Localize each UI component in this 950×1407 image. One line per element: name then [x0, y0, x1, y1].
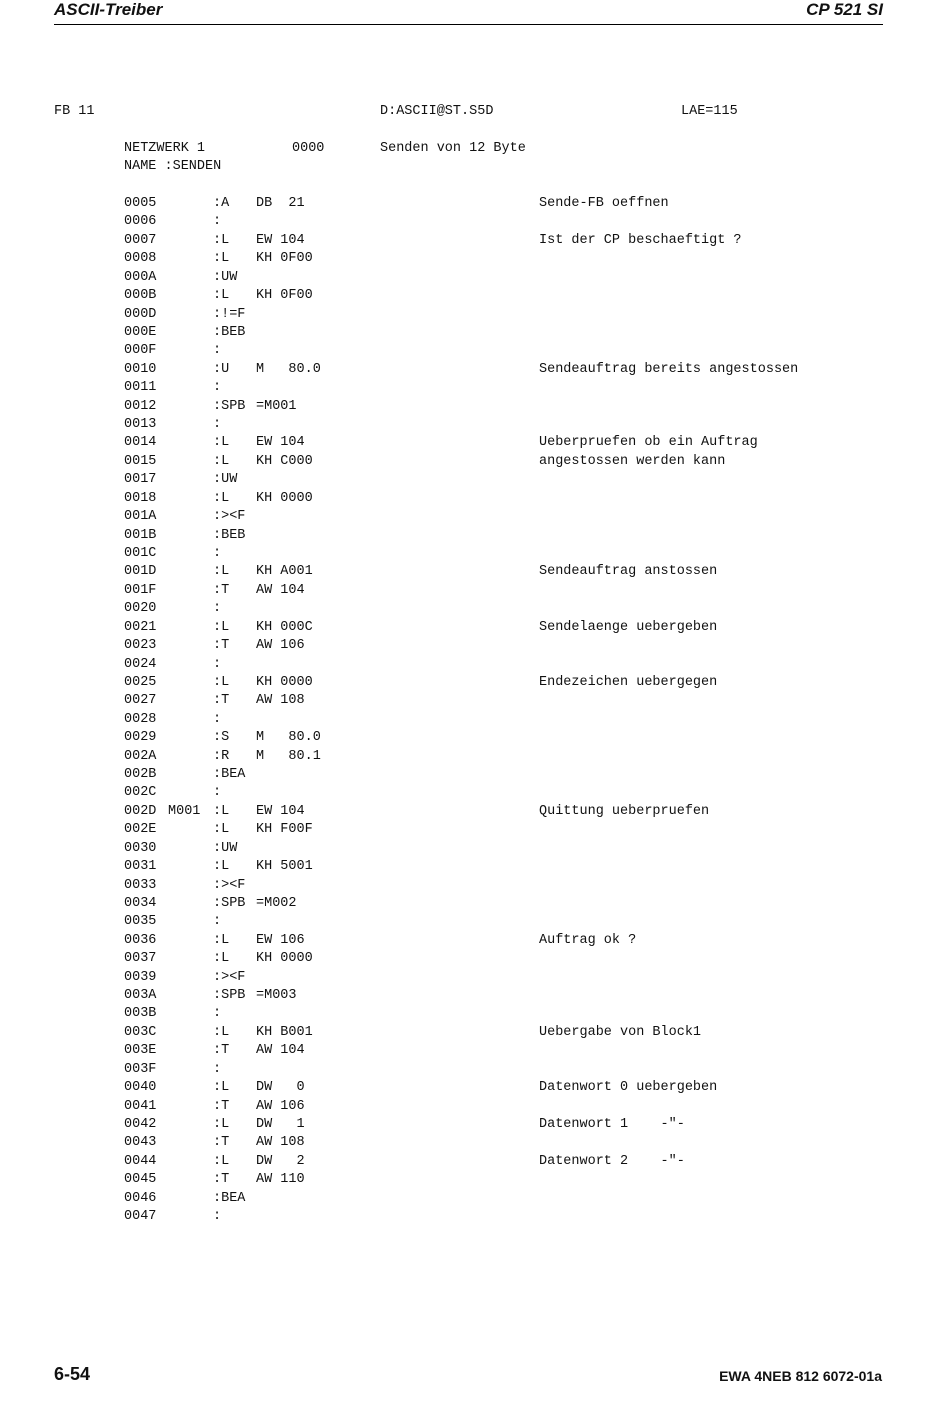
code-address: 001B — [124, 527, 157, 543]
code-operation: :BEB — [213, 324, 246, 340]
code-address: 0029 — [124, 730, 157, 746]
network-name: NAME :SENDEN — [124, 159, 222, 174]
code-line — [0, 693, 950, 711]
code-address: 0007 — [124, 232, 157, 248]
code-operation: : — [213, 214, 222, 230]
code-line — [0, 564, 950, 582]
code-operation: :><F — [213, 969, 246, 985]
code-operation: : — [213, 417, 222, 433]
network-address: 0000 — [292, 141, 325, 156]
code-address: 001F — [124, 582, 157, 598]
code-comment: Sendeauftrag bereits angestossen — [539, 361, 799, 377]
code-operand: AW 104 — [256, 1043, 305, 1059]
code-operation: :SPB — [213, 988, 246, 1004]
code-comment: Auftrag ok ? — [539, 932, 637, 948]
code-operand: DW 1 — [256, 1117, 305, 1132]
code-line — [0, 546, 950, 564]
code-line — [0, 343, 950, 361]
code-address: 0046 — [124, 1190, 157, 1206]
code-line — [0, 417, 950, 435]
code-operand: DB 21 — [256, 196, 305, 211]
code-operand: KH 0F00 — [256, 251, 313, 267]
code-line — [0, 1062, 950, 1080]
code-line — [0, 491, 950, 509]
code-line — [0, 1172, 950, 1190]
code-address: 000B — [124, 288, 157, 304]
code-operation: :><F — [213, 509, 246, 525]
code-operation: : — [213, 711, 222, 727]
code-operand: EW 104 — [256, 803, 305, 819]
code-line — [0, 804, 950, 822]
code-comment: angestossen werden kann — [539, 453, 726, 469]
code-address: 0034 — [124, 895, 157, 911]
code-operand: AW 104 — [256, 582, 305, 598]
code-operand: DW 0 — [256, 1080, 305, 1096]
code-comment: Sendelaenge uebergeben — [539, 619, 718, 635]
code-address: 0044 — [124, 1153, 157, 1169]
code-address: 001A — [124, 509, 157, 525]
code-operation: :L — [213, 674, 230, 690]
page-header — [54, 0, 883, 25]
code-label: M001 — [168, 803, 201, 819]
code-line — [0, 270, 950, 288]
code-operation: :L — [213, 564, 230, 580]
code-line — [0, 1006, 950, 1024]
code-address: 0033 — [124, 877, 157, 893]
code-operation: :L — [213, 288, 230, 304]
network-name-row — [0, 159, 950, 177]
code-line — [0, 307, 950, 325]
code-address: 0012 — [124, 398, 157, 414]
code-operation: :T — [213, 1172, 230, 1188]
code-line — [0, 1209, 950, 1227]
code-line — [0, 399, 950, 417]
code-operand: KH 0F00 — [256, 288, 313, 304]
code-operation: :T — [213, 693, 230, 709]
code-address: 0013 — [124, 417, 157, 433]
code-address: 0015 — [124, 453, 157, 469]
code-address: 0041 — [124, 1098, 157, 1114]
code-address: 0042 — [124, 1117, 157, 1132]
code-operation: :L — [213, 1153, 230, 1169]
code-address: 0037 — [124, 951, 157, 967]
code-operation: : — [213, 601, 222, 617]
code-line — [0, 1025, 950, 1043]
code-address: 0020 — [124, 601, 157, 617]
code-address: 000F — [124, 343, 157, 359]
code-operand: M 80.0 — [256, 730, 321, 746]
code-operation: :L — [213, 232, 230, 248]
code-address: 0027 — [124, 693, 157, 709]
code-address: 000D — [124, 306, 157, 322]
code-operation: :T — [213, 582, 230, 598]
code-line — [0, 528, 950, 546]
code-address: 002A — [124, 748, 157, 764]
code-address: 000E — [124, 324, 157, 340]
code-address: 0017 — [124, 472, 157, 488]
header-product: CP 521 SI — [802, 0, 883, 20]
code-operation: : — [213, 1061, 222, 1077]
code-operation: :><F — [213, 877, 246, 893]
code-operation: :L — [213, 951, 230, 967]
code-line — [0, 583, 950, 601]
code-operand: EW 104 — [256, 435, 305, 451]
code-operand: AW 106 — [256, 638, 305, 654]
code-operation: :UW — [213, 472, 238, 488]
code-operation: :T — [213, 1098, 230, 1114]
code-comment: Ueberpruefen ob ein Auftrag — [539, 435, 758, 451]
code-operand: KH 5001 — [256, 859, 313, 875]
code-address: 003E — [124, 1043, 157, 1059]
code-comment: Datenwort 2 -"- — [539, 1153, 685, 1169]
code-line — [0, 859, 950, 877]
code-comment: Datenwort 1 -"- — [539, 1117, 685, 1132]
code-address: 0035 — [124, 914, 157, 930]
code-operation: : — [213, 1209, 222, 1225]
code-operation: :SPB — [213, 398, 246, 414]
code-operation: :L — [213, 859, 230, 875]
code-line — [0, 214, 950, 232]
code-operation: : — [213, 914, 222, 930]
code-operand: =M003 — [256, 988, 297, 1004]
code-line — [0, 325, 950, 343]
code-operation: :L — [213, 803, 230, 819]
code-line — [0, 1099, 950, 1117]
code-line — [0, 657, 950, 675]
code-line — [0, 251, 950, 269]
code-comment: Endezeichen uebergegen — [539, 674, 718, 690]
code-operand: M 80.1 — [256, 748, 321, 764]
code-address: 0043 — [124, 1135, 157, 1151]
code-address: 003B — [124, 1006, 157, 1022]
code-address: 0006 — [124, 214, 157, 230]
code-line — [0, 822, 950, 840]
code-address: 0047 — [124, 1209, 157, 1225]
code-address: 003F — [124, 1061, 157, 1077]
code-operation: :S — [213, 730, 230, 746]
code-address: 0040 — [124, 1080, 157, 1096]
code-address: 0023 — [124, 638, 157, 654]
code-address: 001C — [124, 545, 157, 561]
code-line — [0, 233, 950, 251]
code-address: 0014 — [124, 435, 157, 451]
code-address: 0028 — [124, 711, 157, 727]
code-line — [0, 1043, 950, 1061]
code-line — [0, 712, 950, 730]
code-operand: EW 106 — [256, 932, 305, 948]
code-operation: :BEA — [213, 767, 246, 783]
header-title: ASCII-Treiber — [54, 0, 166, 20]
code-address: 0008 — [124, 251, 157, 267]
code-line — [0, 988, 950, 1006]
code-line — [0, 730, 950, 748]
code-line — [0, 767, 950, 785]
code-line — [0, 1080, 950, 1098]
code-address: 0030 — [124, 840, 157, 856]
code-comment: Quittung ueberpruefen — [539, 803, 710, 819]
code-address: 002E — [124, 822, 157, 838]
code-line — [0, 841, 950, 859]
code-operand: AW 108 — [256, 693, 305, 709]
code-operation: :T — [213, 1043, 230, 1059]
code-operation: :L — [213, 490, 230, 506]
code-line — [0, 933, 950, 951]
code-operation: :BEB — [213, 527, 246, 543]
code-address: 000A — [124, 269, 157, 285]
code-address: 002C — [124, 785, 157, 801]
code-operand: =M002 — [256, 895, 297, 911]
code-line — [0, 620, 950, 638]
code-address: 002B — [124, 767, 157, 783]
code-operation: :A — [213, 196, 230, 211]
code-operand: AW 106 — [256, 1098, 305, 1114]
code-line — [0, 951, 950, 969]
code-operation: :L — [213, 453, 230, 469]
code-address: 0005 — [124, 196, 157, 211]
code-operation: :T — [213, 1135, 230, 1151]
code-operation: :L — [213, 619, 230, 635]
code-line — [0, 509, 950, 527]
code-operand: KH 0000 — [256, 674, 313, 690]
code-address: 003A — [124, 988, 157, 1004]
code-operand: M 80.0 — [256, 361, 321, 377]
code-line — [0, 914, 950, 932]
code-address: 0045 — [124, 1172, 157, 1188]
block-name: FB 11 — [54, 104, 95, 119]
network-row — [0, 141, 950, 159]
code-address: 003C — [124, 1024, 157, 1040]
code-line — [0, 362, 950, 380]
code-operation: :!=F — [213, 306, 246, 322]
code-operation: :SPB — [213, 895, 246, 911]
code-line — [0, 454, 950, 472]
code-operation: : — [213, 343, 222, 359]
code-comment: Sendeauftrag anstossen — [539, 564, 718, 580]
code-operation: :L — [213, 1024, 230, 1040]
code-operation: :UW — [213, 840, 238, 856]
code-line — [0, 638, 950, 656]
code-operation: : — [213, 656, 222, 672]
code-operand: KH 000C — [256, 619, 313, 635]
code-operation: :U — [213, 361, 230, 377]
network-title: Senden von 12 Byte — [380, 141, 526, 156]
code-operand: AW 108 — [256, 1135, 305, 1151]
code-operation: :L — [213, 932, 230, 948]
code-line — [0, 1117, 950, 1135]
code-line — [0, 1135, 950, 1153]
code-operand: EW 104 — [256, 232, 305, 248]
code-line — [0, 380, 950, 398]
code-comment: Uebergabe von Block1 — [539, 1024, 702, 1040]
code-operand: KH F00F — [256, 822, 313, 838]
code-line — [0, 435, 950, 453]
code-line — [0, 749, 950, 767]
code-operation: :BEA — [213, 1190, 246, 1206]
code-address: 0025 — [124, 674, 157, 690]
code-address: 0036 — [124, 932, 157, 948]
code-address: 0011 — [124, 380, 157, 396]
code-operation: :L — [213, 1080, 230, 1096]
block-file: D:ASCII@ST.S5D — [380, 104, 494, 119]
code-address: 0018 — [124, 490, 157, 506]
code-operation: :L — [213, 435, 230, 451]
code-operation: : — [213, 545, 222, 561]
code-operand: DW 2 — [256, 1153, 305, 1169]
code-address: 0010 — [124, 361, 157, 377]
code-address: 0021 — [124, 619, 157, 635]
code-address: 0031 — [124, 859, 157, 875]
code-comment: Datenwort 0 uebergeben — [539, 1080, 718, 1096]
code-line — [0, 970, 950, 988]
code-operation: :T — [213, 638, 230, 654]
code-address: 002D — [124, 803, 157, 819]
code-line — [0, 785, 950, 803]
code-line — [0, 1154, 950, 1172]
code-operand: =M001 — [256, 398, 297, 414]
code-operation: : — [213, 785, 222, 801]
code-line — [0, 878, 950, 896]
network-label: NETZWERK 1 — [124, 141, 206, 156]
code-operand: KH C000 — [256, 453, 313, 469]
code-comment: Sende-FB oeffnen — [539, 196, 669, 211]
page-number: 6-54 — [54, 1364, 91, 1384]
code-operation: :L — [213, 1117, 230, 1132]
code-line — [0, 896, 950, 914]
code-operation: :L — [213, 822, 230, 838]
code-operation: :R — [213, 748, 230, 764]
code-operation: :UW — [213, 269, 238, 285]
code-operand: KH 0000 — [256, 951, 313, 967]
code-line — [0, 288, 950, 306]
document-id: EWA 4NEB 812 6072-01a — [719, 1368, 882, 1384]
code-operation: : — [213, 380, 222, 396]
code-line — [0, 472, 950, 490]
block-length: LAE=115 — [681, 104, 738, 119]
code-operand: AW 110 — [256, 1172, 305, 1188]
code-line — [0, 601, 950, 619]
code-operation: : — [213, 1006, 222, 1022]
code-address: 001D — [124, 564, 157, 580]
block-info-row — [0, 104, 950, 122]
code-line — [0, 1191, 950, 1209]
code-operation: :L — [213, 251, 230, 267]
code-line — [0, 196, 950, 214]
code-operand: KH B001 — [256, 1024, 313, 1040]
code-operand: KH A001 — [256, 564, 313, 580]
code-address: 0024 — [124, 656, 157, 672]
code-line — [0, 675, 950, 693]
code-address: 0039 — [124, 969, 157, 985]
code-operand: KH 0000 — [256, 490, 313, 506]
code-comment: Ist der CP beschaeftigt ? — [539, 232, 742, 248]
